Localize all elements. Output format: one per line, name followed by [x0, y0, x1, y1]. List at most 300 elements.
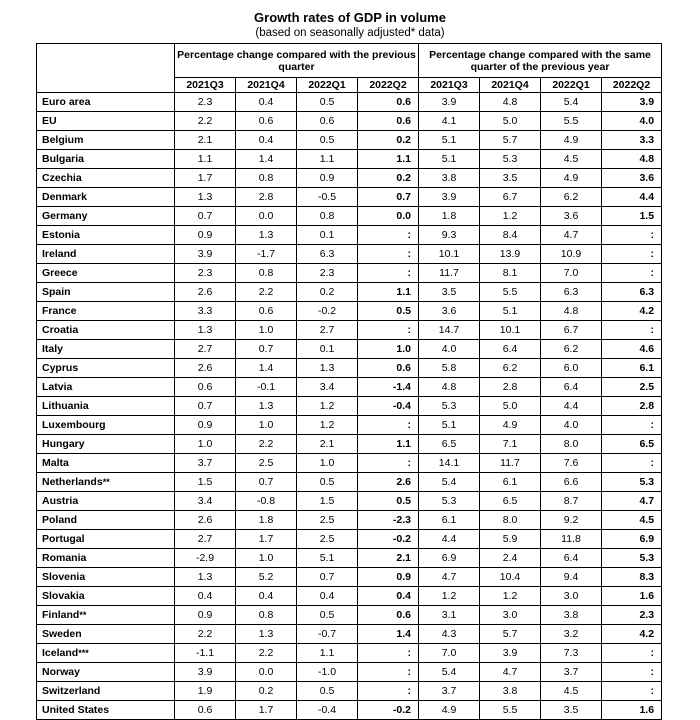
value-cell: 6.2: [541, 188, 602, 207]
value-cell: 0.5: [297, 473, 358, 492]
value-cell: 7.0: [419, 644, 480, 663]
value-cell: 0.6: [175, 378, 236, 397]
value-cell: 2.2: [236, 283, 297, 302]
value-cell: 2.2: [236, 435, 297, 454]
country-name: Slovakia: [42, 590, 85, 602]
value-cell: 5.1: [480, 302, 541, 321]
value-cell: :: [602, 416, 662, 435]
value-cell: 6.1: [419, 511, 480, 530]
value-cell: :: [358, 416, 419, 435]
value-cell: 0.2: [358, 169, 419, 188]
value-cell: 1.5: [297, 492, 358, 511]
value-cell: 6.5: [480, 492, 541, 511]
value-cell: 5.1: [419, 416, 480, 435]
value-cell: 3.7: [541, 663, 602, 682]
country-name: Bulgaria: [42, 153, 85, 165]
value-cell: :: [602, 226, 662, 245]
value-cell: 0.6: [358, 359, 419, 378]
value-cell: 11.7: [419, 264, 480, 283]
value-cell: 1.5: [175, 473, 236, 492]
value-cell: 1.1: [175, 150, 236, 169]
value-cell: 10.1: [419, 245, 480, 264]
value-cell: 1.0: [236, 321, 297, 340]
value-cell: 0.4: [175, 587, 236, 606]
value-cell: :: [358, 264, 419, 283]
country-cell: [37, 150, 175, 169]
value-cell: :: [602, 245, 662, 264]
value-cell: 0.8: [236, 606, 297, 625]
country-cell: [37, 511, 175, 530]
value-cell: 10.4: [480, 568, 541, 587]
country-name: Denmark: [42, 191, 87, 203]
country-name: Latvia: [42, 381, 73, 393]
value-cell: 3.9: [419, 188, 480, 207]
value-cell: 1.4: [236, 359, 297, 378]
country-cell: [37, 340, 175, 359]
value-cell: 2.2: [175, 112, 236, 131]
value-cell: 6.6: [541, 473, 602, 492]
value-cell: 5.7: [480, 625, 541, 644]
value-cell: 7.1: [480, 435, 541, 454]
country-cell: [37, 245, 175, 264]
country-header: [37, 44, 175, 93]
value-cell: :: [602, 663, 662, 682]
quarter-header: 2021Q3: [419, 78, 480, 93]
value-cell: 3.9: [480, 644, 541, 663]
value-cell: 4.2: [602, 625, 662, 644]
value-cell: 1.2: [297, 397, 358, 416]
country-cell: [37, 131, 175, 150]
value-cell: -0.5: [297, 188, 358, 207]
value-cell: 3.7: [419, 682, 480, 701]
value-cell: :: [358, 321, 419, 340]
value-cell: 3.3: [602, 131, 662, 150]
value-cell: 8.0: [480, 511, 541, 530]
country-name: Slovenia: [42, 571, 86, 583]
value-cell: 3.9: [419, 93, 480, 112]
country-name: Iceland: [42, 647, 79, 659]
value-cell: 5.3: [602, 549, 662, 568]
value-cell: 1.2: [480, 587, 541, 606]
value-cell: 5.3: [419, 397, 480, 416]
value-cell: 3.6: [419, 302, 480, 321]
value-cell: 0.1: [297, 226, 358, 245]
value-cell: 2.7: [175, 340, 236, 359]
country-cell: [37, 454, 175, 473]
country-cell: [37, 492, 175, 511]
value-cell: :: [358, 226, 419, 245]
country-name: Portugal: [42, 533, 85, 545]
value-cell: 6.5: [419, 435, 480, 454]
value-cell: 1.4: [236, 150, 297, 169]
value-cell: 3.4: [297, 378, 358, 397]
value-cell: -2.9: [175, 549, 236, 568]
value-cell: 6.4: [541, 549, 602, 568]
table-row: [37, 150, 662, 169]
table-row: [37, 644, 662, 663]
value-cell: 3.7: [175, 454, 236, 473]
previous-year-header: Percentage change compared with the same quarter of the previous year: [419, 44, 662, 78]
country-cell: [37, 264, 175, 283]
country-name: Germany: [42, 210, 88, 222]
table-row: [37, 473, 662, 492]
footnote-marker: **: [102, 477, 110, 487]
country-name: EU: [42, 115, 57, 127]
value-cell: -2.3: [358, 511, 419, 530]
value-cell: 2.5: [297, 530, 358, 549]
table-row: [37, 131, 662, 150]
value-cell: 0.0: [358, 207, 419, 226]
value-cell: 1.7: [236, 530, 297, 549]
value-cell: 3.8: [419, 169, 480, 188]
value-cell: 0.5: [297, 682, 358, 701]
table-row: [37, 264, 662, 283]
value-cell: 5.4: [419, 663, 480, 682]
value-cell: 0.8: [297, 207, 358, 226]
value-cell: 4.9: [541, 169, 602, 188]
country-cell: [37, 644, 175, 663]
country-cell: [37, 606, 175, 625]
value-cell: 5.2: [236, 568, 297, 587]
table-row: [37, 625, 662, 644]
value-cell: -0.8: [236, 492, 297, 511]
value-cell: :: [358, 245, 419, 264]
quarter-header: 2022Q2: [602, 78, 662, 93]
value-cell: 4.5: [541, 682, 602, 701]
quarter-header: 2022Q1: [541, 78, 602, 93]
country-cell: [37, 93, 175, 112]
value-cell: 1.7: [175, 169, 236, 188]
value-cell: 7.6: [541, 454, 602, 473]
value-cell: 0.6: [236, 302, 297, 321]
value-cell: 5.4: [419, 473, 480, 492]
value-cell: 4.1: [419, 112, 480, 131]
table-row: [37, 568, 662, 587]
country-name: Cyprus: [42, 362, 79, 374]
value-cell: 1.3: [175, 568, 236, 587]
value-cell: 1.2: [297, 416, 358, 435]
country-name: Hungary: [42, 438, 85, 450]
value-cell: 3.6: [541, 207, 602, 226]
value-cell: 0.5: [297, 93, 358, 112]
value-cell: 4.3: [419, 625, 480, 644]
value-cell: 1.2: [480, 207, 541, 226]
value-cell: 0.7: [175, 397, 236, 416]
value-cell: 3.3: [175, 302, 236, 321]
table-row: [37, 606, 662, 625]
value-cell: 0.2: [297, 283, 358, 302]
value-cell: 4.8: [419, 378, 480, 397]
country-cell: [37, 112, 175, 131]
table-row: [37, 340, 662, 359]
value-cell: 3.6: [602, 169, 662, 188]
country-cell: [37, 321, 175, 340]
value-cell: 0.8: [236, 264, 297, 283]
value-cell: :: [358, 682, 419, 701]
value-cell: 13.9: [480, 245, 541, 264]
footnote-marker: **: [79, 610, 87, 620]
value-cell: 4.8: [541, 302, 602, 321]
value-cell: 6.9: [419, 549, 480, 568]
table-row: [37, 112, 662, 131]
value-cell: 2.3: [175, 264, 236, 283]
value-cell: 6.7: [480, 188, 541, 207]
value-cell: 0.5: [297, 606, 358, 625]
value-cell: 4.7: [480, 663, 541, 682]
value-cell: 5.5: [480, 283, 541, 302]
table-row: [37, 701, 662, 720]
table-row: [37, 188, 662, 207]
value-cell: 5.3: [480, 150, 541, 169]
country-name: Lithuania: [42, 400, 89, 412]
country-cell: [37, 587, 175, 606]
value-cell: 4.6: [602, 340, 662, 359]
table-row: [37, 682, 662, 701]
country-cell: [37, 207, 175, 226]
value-cell: 5.0: [480, 112, 541, 131]
country-cell: [37, 378, 175, 397]
value-cell: 8.4: [480, 226, 541, 245]
country-name: Italy: [42, 343, 64, 355]
value-cell: 0.4: [236, 93, 297, 112]
table-row: [37, 378, 662, 397]
value-cell: 14.1: [419, 454, 480, 473]
value-cell: :: [602, 264, 662, 283]
country-cell: [37, 435, 175, 454]
value-cell: 8.3: [602, 568, 662, 587]
value-cell: 5.7: [480, 131, 541, 150]
table-row: [37, 93, 662, 112]
value-cell: 0.6: [236, 112, 297, 131]
value-cell: 1.9: [175, 682, 236, 701]
value-cell: 4.8: [602, 150, 662, 169]
value-cell: 3.9: [175, 663, 236, 682]
country-name: Austria: [42, 495, 79, 507]
table-row: [37, 283, 662, 302]
value-cell: 4.0: [602, 112, 662, 131]
value-cell: 4.2: [602, 302, 662, 321]
country-name: Euro area: [42, 96, 91, 108]
value-cell: 5.1: [419, 150, 480, 169]
value-cell: 1.3: [175, 188, 236, 207]
value-cell: 5.5: [480, 701, 541, 720]
country-cell: [37, 359, 175, 378]
value-cell: 0.7: [358, 188, 419, 207]
value-cell: 3.8: [480, 682, 541, 701]
value-cell: 2.8: [480, 378, 541, 397]
value-cell: 2.3: [297, 264, 358, 283]
value-cell: 2.2: [236, 644, 297, 663]
value-cell: 4.4: [602, 188, 662, 207]
country-name: Finland: [42, 609, 80, 621]
value-cell: 1.5: [602, 207, 662, 226]
value-cell: 1.0: [358, 340, 419, 359]
value-cell: :: [358, 644, 419, 663]
value-cell: 5.5: [541, 112, 602, 131]
value-cell: -1.1: [175, 644, 236, 663]
value-cell: -0.2: [358, 701, 419, 720]
value-cell: 10.9: [541, 245, 602, 264]
value-cell: 5.4: [541, 93, 602, 112]
value-cell: 0.9: [175, 606, 236, 625]
value-cell: 0.4: [236, 587, 297, 606]
value-cell: 4.9: [541, 131, 602, 150]
value-cell: -1.7: [236, 245, 297, 264]
value-cell: 4.0: [419, 340, 480, 359]
value-cell: -0.2: [358, 530, 419, 549]
table-row: [37, 416, 662, 435]
value-cell: 10.1: [480, 321, 541, 340]
table-row: [37, 207, 662, 226]
value-cell: 1.1: [358, 283, 419, 302]
value-cell: 3.5: [419, 283, 480, 302]
value-cell: 4.9: [480, 416, 541, 435]
gdp-growth-table: [36, 43, 662, 720]
value-cell: 2.1: [358, 549, 419, 568]
value-cell: 0.6: [175, 701, 236, 720]
value-cell: 3.0: [480, 606, 541, 625]
country-cell: [37, 416, 175, 435]
value-cell: 1.0: [175, 435, 236, 454]
value-cell: 3.1: [419, 606, 480, 625]
value-cell: 2.6: [358, 473, 419, 492]
value-cell: 0.6: [358, 112, 419, 131]
value-cell: 8.1: [480, 264, 541, 283]
table-subtitle: (based on seasonally adjusted* data): [255, 27, 445, 39]
value-cell: :: [602, 644, 662, 663]
value-cell: 1.1: [358, 435, 419, 454]
value-cell: 4.5: [602, 511, 662, 530]
footnote-marker: ***: [78, 648, 89, 658]
value-cell: 6.1: [480, 473, 541, 492]
value-cell: 2.3: [175, 93, 236, 112]
value-cell: 0.5: [297, 131, 358, 150]
table-row: [37, 169, 662, 188]
table-body: [37, 93, 662, 720]
table-row: [37, 530, 662, 549]
country-name: Romania: [42, 552, 87, 564]
country-name: Ireland: [42, 248, 77, 260]
value-cell: 2.6: [175, 511, 236, 530]
value-cell: 0.9: [175, 226, 236, 245]
value-cell: 0.7: [297, 568, 358, 587]
quarter-header: 2021Q3: [175, 78, 236, 93]
value-cell: 11.7: [480, 454, 541, 473]
value-cell: 7.0: [541, 264, 602, 283]
value-cell: 1.1: [358, 150, 419, 169]
value-cell: 1.3: [175, 321, 236, 340]
value-cell: 6.3: [602, 283, 662, 302]
value-cell: 2.4: [480, 549, 541, 568]
country-cell: [37, 473, 175, 492]
value-cell: 2.5: [236, 454, 297, 473]
value-cell: 6.5: [602, 435, 662, 454]
country-name: Sweden: [42, 628, 82, 640]
value-cell: 6.3: [297, 245, 358, 264]
value-cell: 0.8: [236, 169, 297, 188]
country-name: Belgium: [42, 134, 84, 146]
country-cell: [37, 625, 175, 644]
value-cell: 5.9: [480, 530, 541, 549]
country-name: Norway: [42, 666, 80, 678]
country-cell: [37, 682, 175, 701]
table-row: [37, 454, 662, 473]
value-cell: 1.3: [236, 226, 297, 245]
value-cell: 5.1: [419, 131, 480, 150]
value-cell: -1.0: [297, 663, 358, 682]
value-cell: 1.1: [297, 644, 358, 663]
country-cell: [37, 568, 175, 587]
table-row: [37, 511, 662, 530]
value-cell: 2.6: [175, 283, 236, 302]
value-cell: 3.2: [541, 625, 602, 644]
value-cell: 4.7: [541, 226, 602, 245]
value-cell: 4.7: [419, 568, 480, 587]
value-cell: 0.5: [358, 492, 419, 511]
value-cell: 2.7: [297, 321, 358, 340]
table-row: [37, 302, 662, 321]
value-cell: -0.4: [297, 701, 358, 720]
value-cell: 3.0: [541, 587, 602, 606]
value-cell: 6.4: [541, 378, 602, 397]
value-cell: 4.0: [541, 416, 602, 435]
value-cell: 3.9: [175, 245, 236, 264]
table-row: [37, 397, 662, 416]
value-cell: 1.4: [358, 625, 419, 644]
value-cell: 1.6: [602, 587, 662, 606]
value-cell: 9.2: [541, 511, 602, 530]
value-cell: 0.0: [236, 663, 297, 682]
country-cell: [37, 397, 175, 416]
value-cell: -0.7: [297, 625, 358, 644]
value-cell: 0.7: [236, 473, 297, 492]
value-cell: 6.0: [541, 359, 602, 378]
value-cell: 1.0: [236, 416, 297, 435]
country-name: Luxembourg: [42, 419, 106, 431]
table-title: Growth rates of GDP in volume: [254, 10, 446, 25]
quarter-header: 2022Q2: [358, 78, 419, 93]
value-cell: :: [602, 682, 662, 701]
country-name: Poland: [42, 514, 78, 526]
value-cell: 6.2: [541, 340, 602, 359]
table-row: [37, 359, 662, 378]
value-cell: 0.6: [358, 606, 419, 625]
value-cell: 6.4: [480, 340, 541, 359]
country-name: Greece: [42, 267, 78, 279]
country-cell: [37, 530, 175, 549]
value-cell: 4.4: [419, 530, 480, 549]
previous-quarter-header: Percentage change compared with the previous quarter: [175, 44, 419, 78]
value-cell: 1.3: [236, 397, 297, 416]
value-cell: :: [602, 321, 662, 340]
country-cell: [37, 549, 175, 568]
value-cell: 4.9: [419, 701, 480, 720]
table-row: [37, 587, 662, 606]
value-cell: 9.4: [541, 568, 602, 587]
country-cell: [37, 701, 175, 720]
value-cell: 4.7: [602, 492, 662, 511]
value-cell: 1.8: [236, 511, 297, 530]
table-row: [37, 226, 662, 245]
value-cell: 2.3: [602, 606, 662, 625]
value-cell: :: [358, 454, 419, 473]
value-cell: 1.8: [419, 207, 480, 226]
table-row: [37, 663, 662, 682]
value-cell: -1.4: [358, 378, 419, 397]
value-cell: 6.2: [480, 359, 541, 378]
value-cell: 11.8: [541, 530, 602, 549]
value-cell: 0.9: [175, 416, 236, 435]
